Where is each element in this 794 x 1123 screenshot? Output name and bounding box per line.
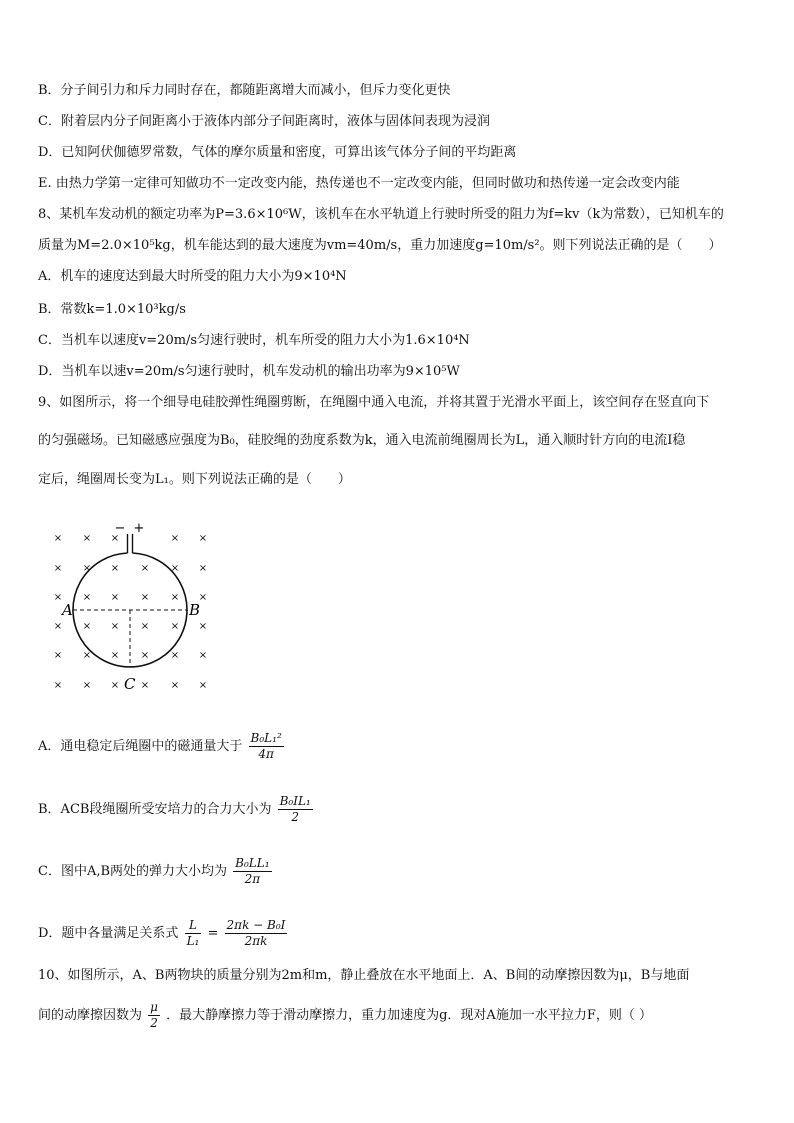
question-8-line-2: 质量为M=2.0×10⁵kg，机车能达到的最大速度为vm=40m/s，重力加速度g=10m/s²。则下列说法正确的是（ ） — [38, 238, 722, 253]
fraction-denominator: 2 — [291, 810, 299, 824]
fraction-denominator: L₁ — [186, 934, 200, 948]
field-mark: × — [170, 592, 180, 603]
field-mark: × — [140, 592, 150, 603]
field-mark: × — [110, 563, 120, 574]
fraction-a9 — [249, 731, 284, 762]
field-mark: × — [82, 680, 92, 691]
fraction-numerator: 2πk − B₀I — [226, 918, 286, 932]
field-mark: × — [53, 533, 63, 544]
field-mark: × — [110, 592, 120, 603]
option-d-q7: D．已知阿伏伽德罗常数，气体的摩尔质量和密度，可算出该气体分子间的平均距离 — [38, 145, 517, 160]
option-e-q7: E. 由热力学第一定律可知做功不一定改变内能，热传递也不一定改变内能，但同时做功和热传递一定会改变内能 — [38, 176, 680, 191]
fraction-d9-lhs — [185, 918, 202, 949]
option-d-q8: D．当机车以速v=20m/s匀速行驶时，机车发动机的输出功率为9×10⁵W — [38, 364, 460, 379]
field-mark: × — [53, 650, 63, 661]
field-mark: × — [140, 563, 150, 574]
option-c-q9 — [38, 856, 274, 887]
option-c-q9-text: C．图中A,B两处的弹力大小均为 — [38, 864, 228, 879]
fraction-b9 — [278, 794, 313, 825]
minus-terminal-label: − — [114, 521, 126, 536]
field-mark: × — [110, 533, 120, 544]
field-mark: × — [53, 680, 63, 691]
option-a-q8: A．机车的速度达到最大时所受的阻力大小为9×10⁴N — [38, 269, 347, 284]
field-mark: × — [170, 563, 180, 574]
question-9-line-2: 的匀强磁场。已知磁感应强度为B₀，硅胶绳的劲度系数为k，通入电流前绳圈周长为L，通入顺时针方向的电流I稳 — [38, 433, 686, 448]
question-10-text-b: ．最大静摩擦力等于滑动摩擦力，重力加速度为g．现对A施加一水平拉力F，则（ ） — [166, 1008, 652, 1023]
field-mark: × — [82, 563, 92, 574]
field-mark: × — [198, 621, 208, 632]
field-mark: × — [170, 621, 180, 632]
field-mark: × — [110, 650, 120, 661]
fraction-numerator: B₀IL₁ — [279, 794, 311, 808]
field-mark: × — [140, 680, 150, 691]
field-mark: × — [110, 680, 120, 691]
option-b-q9 — [38, 794, 315, 825]
field-mark: × — [82, 650, 92, 661]
field-mark: × — [198, 650, 208, 661]
field-mark: × — [170, 533, 180, 544]
fraction-numerator: μ — [150, 1000, 158, 1014]
fraction-denominator: 2πk — [244, 934, 268, 948]
fraction-numerator: L — [185, 918, 202, 934]
point-c-label: C — [124, 675, 136, 693]
fraction-d9-rhs — [225, 918, 288, 949]
field-mark: × — [82, 533, 92, 544]
option-b-q7: B．分子间引力和斥力同时存在，都随距离增大而减小，但斥力变化更快 — [38, 83, 451, 98]
option-b-q9-text: B．ACB段绳圈所受安培力的合力大小为 — [38, 802, 272, 817]
field-mark: × — [53, 563, 63, 574]
question-9-line-3: 定后，绳圈周长变为L₁。则下列说法正确的是（ ） — [38, 472, 351, 487]
field-mark: × — [110, 621, 120, 632]
question-8-line-1: 8、某机车发动机的额定功率为P=3.6×10⁶W，该机车在水平轨道上行驶时所受的阻力为f=kv（k为常数），已知机车的 — [38, 207, 724, 222]
fraction-q10 — [148, 1000, 160, 1031]
plus-terminal-label: + — [133, 521, 145, 536]
question-9-line-1: 9、如图所示，将一个细导电硅胶弹性绳圈剪断，在绳圈中通入电流，并将其置于光滑水平面上，该空间存在竖直向下 — [38, 395, 710, 410]
magnetic-field-loop-diagram — [38, 520, 228, 695]
field-mark: × — [53, 621, 63, 632]
field-mark: × — [198, 680, 208, 691]
fraction-denominator: 2π — [244, 872, 261, 886]
field-mark: × — [198, 533, 208, 544]
question-10-line-1: 10、如图所示，A、B两物块的质量分别为2m和m，静止叠放在水平地面上．A、B间的动摩擦因数为μ，B与地面 — [38, 968, 690, 983]
option-c-q8: C．当机车以速度v=20m/s匀速行驶时，机车所受的阻力大小为1.6×10⁴N — [38, 333, 470, 348]
field-mark: × — [170, 680, 180, 691]
option-d-q9 — [38, 918, 289, 949]
option-c-q7: C．附着层内分子间距离小于液体内部分子间距离时，液体与固体间表现为浸润 — [38, 114, 490, 129]
equals-sign: = — [207, 926, 219, 941]
point-b-label: B — [189, 601, 201, 619]
question-10-line-2 — [38, 1000, 652, 1031]
point-a-label: A — [62, 601, 73, 619]
field-mark: × — [140, 650, 150, 661]
field-mark: × — [140, 621, 150, 632]
field-mark: × — [53, 592, 63, 603]
fraction-denominator: 2 — [150, 1016, 158, 1030]
field-mark: × — [170, 650, 180, 661]
fraction-denominator: 4π — [258, 747, 274, 761]
fraction-c9 — [233, 856, 271, 887]
question-10-text-a: 间的动摩擦因数为 — [38, 1008, 143, 1023]
field-mark: × — [198, 563, 208, 574]
option-a-q9 — [38, 731, 286, 762]
option-b-q8: B．常数k=1.0×10³kg/s — [38, 302, 186, 317]
field-mark: × — [82, 592, 92, 603]
field-mark: × — [198, 592, 208, 603]
option-a-q9-text: A．通电稳定后绳圈中的磁通量大于 — [38, 739, 243, 754]
option-d-q9-text: D．题中各量满足关系式 — [38, 926, 179, 941]
fraction-numerator: B₀LL₁ — [235, 856, 270, 870]
fraction-numerator: B₀L₁² — [250, 731, 282, 745]
field-mark: × — [82, 621, 92, 632]
